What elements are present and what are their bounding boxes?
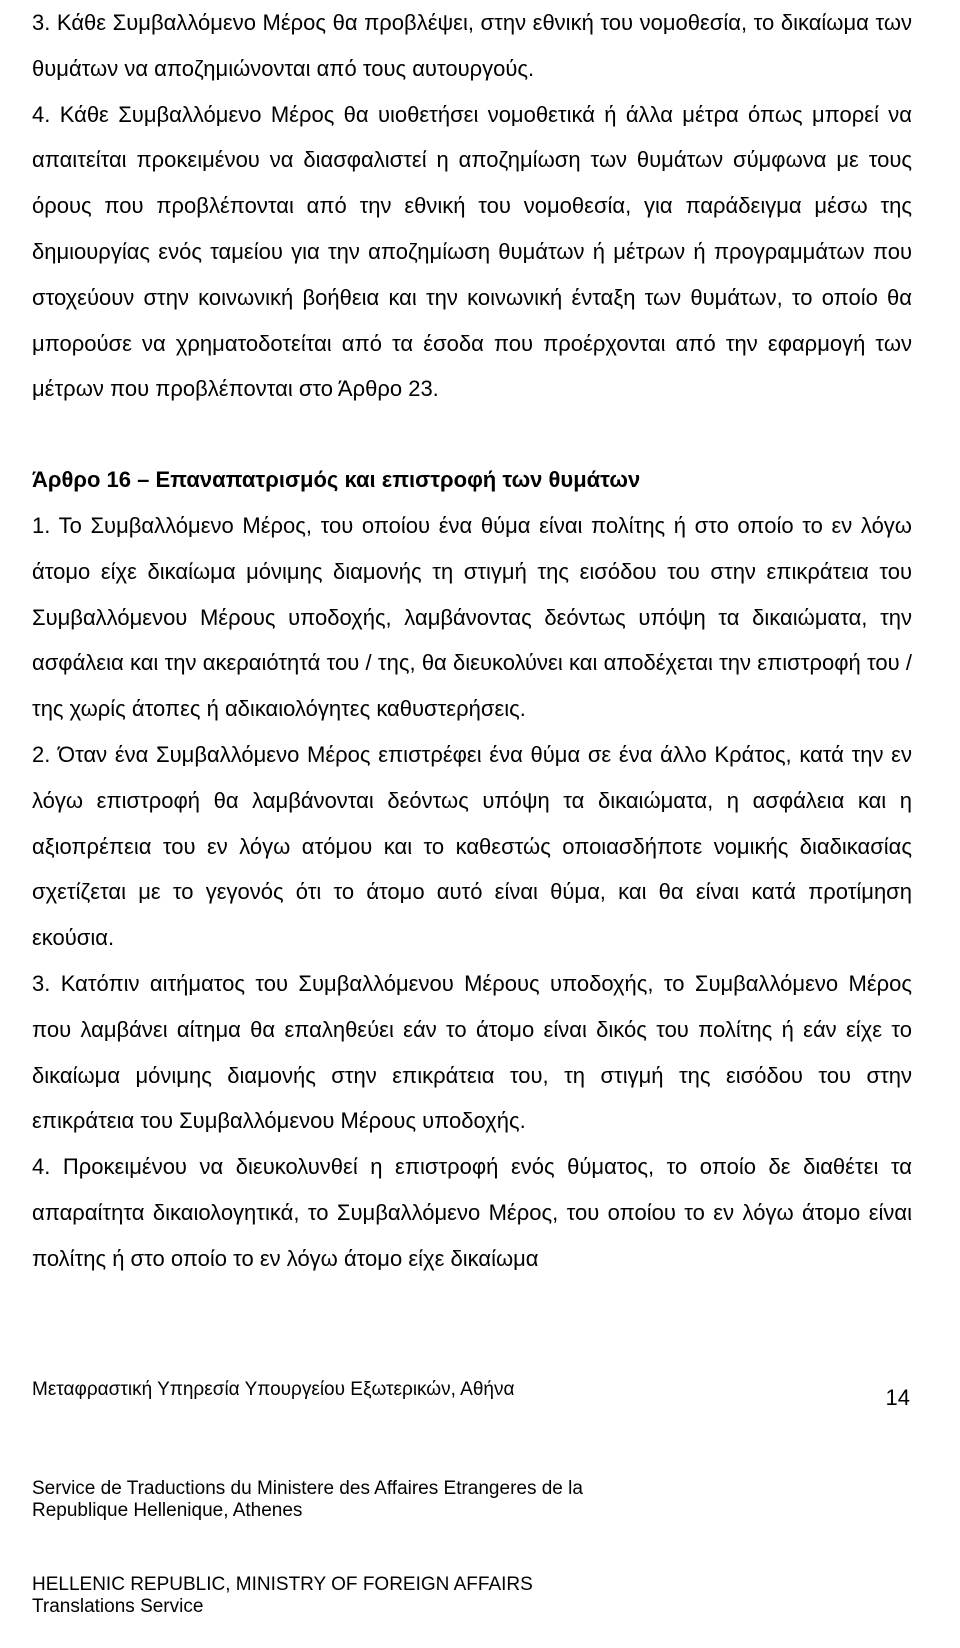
- document-body: [32, 0, 912, 1282]
- article-16-paragraph-3: 3. Κατόπιν αιτήματος του Συμβαλλόμενου Μέρους υποδοχής, το Συμβαλλόμενο Μέρος που λαμβάνει αίτημα θα επαληθεύει εάν το άτομο είναι δικός του πολίτης ή εάν είχε το δικαίωμα μόνιμης διαμονής στην επικράτεια του, τη στιγμή της εισόδου του στην επικράτεια του Συμβαλλόμενου Μέρους υποδοχής.: [32, 970, 912, 1134]
- article-16-heading: Άρθρο 16 – Επαναπατρισμός και επιστροφή των θυμάτων: [32, 467, 641, 493]
- paragraph-3: 3. Κάθε Συμβαλλόμενο Μέρος θα προβλέψει, στην εθνική του νομοθεσία, το δικαίωμα των θυμάτων να αποζημιώνονται από τους αυτουργούς.: [32, 10, 912, 81]
- article-16-paragraph-2: 2. Όταν ένα Συμβαλλόμενο Μέρος επιστρέφει ένα θύμα σε ένα άλλο Κράτος, κατά την εν λόγω επιστροφή θα λαμβάνονται δεόντως υπόψη τα δικαιώματα, η ασφάλεια και η αξιοπρέπεια του εν λόγω ατόμου και το καθεστώς οποιασδήποτε νομικής διαδικασίας σχετίζεται με το γεγονός ότι το άτομο αυτό είναι θύμα, και θα είναι κατά προτίμηση εκούσια.: [32, 741, 912, 951]
- footer-english-line-2: Translations Service: [32, 1596, 204, 1617]
- footer-english-service: [32, 1574, 533, 1618]
- article-16-paragraph-4: 4. Προκειμένου να διευκολυνθεί η επιστροφή ενός θύματος, το οποίο δε διαθέτει τα απαραίτητα δικαιολογητικά, το Συμβαλλόμενο Μέρος, του οποίου το εν λόγω άτομο είναι πολίτης ή στο οποίο το εν λόγω άτομο είχε δικαίωμα: [32, 1154, 912, 1271]
- footer-english-line-1: HELLENIC REPUBLIC, MINISTRY OF FOREIGN AFFAIRS: [32, 1574, 533, 1595]
- footer-french-service: [32, 1478, 583, 1522]
- paragraph-4: 4. Κάθε Συμβαλλόμενο Μέρος θα υιοθετήσει νομοθετικά ή άλλα μέτρα όπως μπορεί να απαιτείται προκειμένου να διασφαλιστεί η αποζημίωση των θυμάτων σύμφωνα με τους όρους που προβλέπονται από την εθνική του νομοθεσία, για παράδειγμα μέσω της δημιουργίας ενός ταμείου για την αποζημίωση θυμάτων ή μέτρων ή προγραμμάτων που στοχεύουν στην κοινωνική βοήθεια και την κοινωνική ένταξη των θυμάτων, το οποίο θα μπορούσε να χρηματοδοτείται από τα έσοδα που προέρχονται από την εφαρμογή των μέτρων που προβλέπονται στο Άρθρο 23.: [32, 101, 912, 402]
- article-16-paragraph-1: 1. Το Συμβαλλόμενο Μέρος, του οποίου ένα θύμα είναι πολίτης ή στο οποίο το εν λόγω άτομο είχε δικαίωμα μόνιμης διαμονής τη στιγμή της εισόδου του στην επικράτεια του Συμβαλλόμενου Μέρους υποδοχής, λαμβάνοντας δεόντως υπόψη τα δικαιώματα, την ασφάλεια και την ακεραιότητά του / της, θα διευκολύνει και αποδέχεται την επιστροφή του / της χωρίς άτοπες ή αδικαιολόγητες καθυστερήσεις.: [32, 512, 912, 722]
- page-number: 14: [885, 1385, 910, 1410]
- footer-translation-service-greek: Μεταφραστική Υπηρεσία Υπουργείου Εξωτερικών, Αθήνα: [32, 1379, 515, 1400]
- footer-french-line-1: Service de Traductions du Ministere des Affaires Etrangeres de la: [32, 1478, 583, 1499]
- footer-french-line-2: Republique Hellenique, Athenes: [32, 1500, 303, 1521]
